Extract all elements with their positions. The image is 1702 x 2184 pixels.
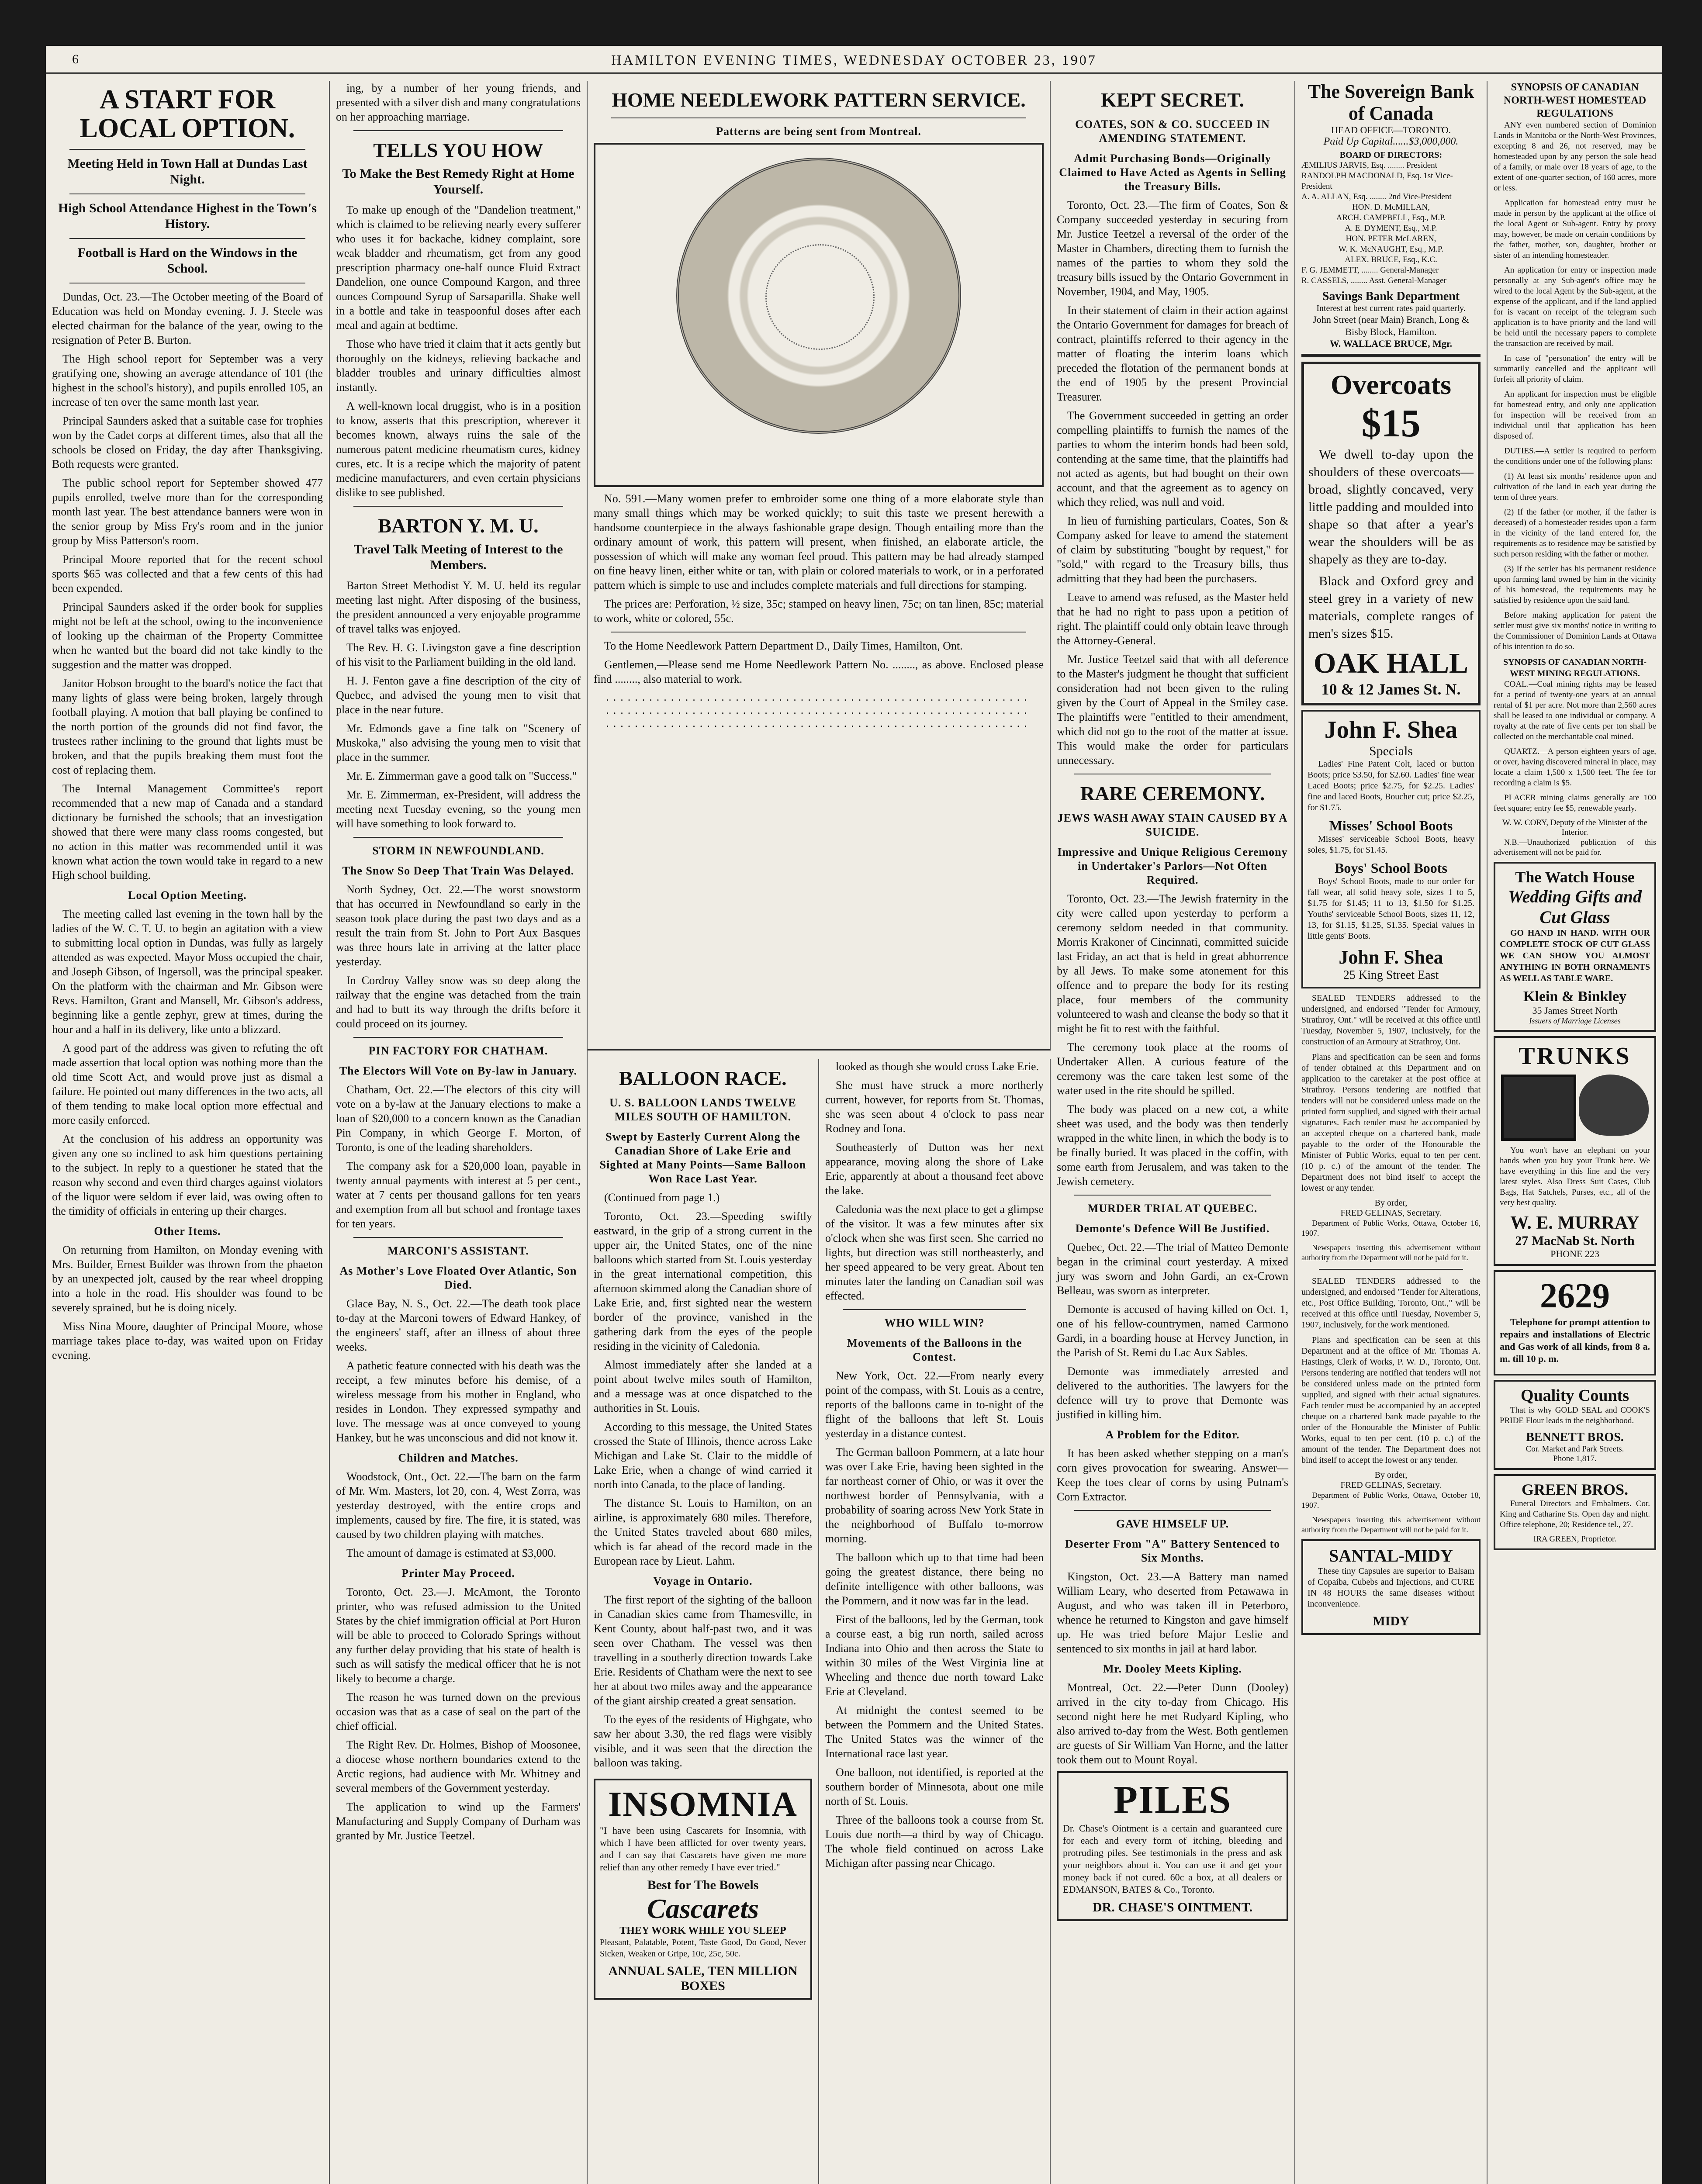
elephant-icon bbox=[1579, 1075, 1649, 1136]
paragraph: Principal Saunders asked that a suitable case for trophies won by the Cadet corps at different times, also that all the schools be closed on Friday, the day after Thanksgiving. Both requests were granted. bbox=[52, 415, 323, 470]
trunks-headline: TRUNKS bbox=[1519, 1043, 1631, 1070]
grape-counterpiece-illustration bbox=[676, 158, 961, 434]
paragraph: ANY even numbered section of Dominion Lands in Manitoba or the North-West Provinces, excepting 8 and 26, not reserved, may be homesteaded upon by any person the sole head of a family, or male over 18 years of age, to the extent of one-quarter section, of 160 acres, more or less. bbox=[1494, 121, 1656, 193]
tender-note: Newspapers inserting this advertisement without authority from the Department will not be paid for it. bbox=[1301, 1515, 1481, 1534]
tender-note: Newspapers inserting this advertisement without authority from the Department will not be paid for it. bbox=[1301, 1243, 1481, 1262]
ad-text: Telephone for prompt attention to repairs and installations of Electric and Gas work of all kinds, from 8 a. m. till 10 p. m. bbox=[1500, 1317, 1650, 1364]
paragraph: In case of "personation" the entry will be summarily cancelled and the applicant will forfeit all priority of claim. bbox=[1494, 354, 1656, 384]
fine-print: Pleasant, Palatable, Potent, Taste Good, Do Good, Never Sicken, Weaken or Gripe, 10c, 25c, 50c. bbox=[600, 1938, 806, 1959]
paragraph: In their statement of claim in their action against the Ontario Government for damages for breach of contract, plaintiffs referred to their agency in the matter of floating the interim loans which preceded the flotation of the permanent bonds at the end of 1905 by the present Provincial Treasurer. bbox=[1057, 304, 1288, 403]
paragraph: Demonte is accused of having killed on Oct. 1, one of his fellow-countrymen, named Carmono Gardi, in a boarding house at Hervey Junction, in the Parish of St. Remi du Lac Aux Sables. bbox=[1057, 1303, 1288, 1359]
paragraph: Three of the balloons took a course from St. Louis due north—a third by way of Chicago. The whole field continued on across Lake Michigan after passing near Chicago. bbox=[825, 1814, 1044, 1870]
tender-post-office bbox=[1301, 1276, 1481, 1535]
column-kept-secret bbox=[1051, 81, 1295, 2184]
ad-text: Misses' serviceable School Boots, heavy soles, $1.75, for $1.45. bbox=[1308, 834, 1474, 855]
paragraph: Before making application for patent the settler must give six months' notice in writing to the Commissioner of Dominion Lands at Ottawa of his intention to do so. bbox=[1494, 611, 1656, 651]
piles-headline: PILES bbox=[1113, 1778, 1232, 1821]
paragraph: It has been asked whether stepping on a man's corn gives provocation for swearing. Answer—Keep the toes clear of corns by using Putnam's Corn Extractor. bbox=[1057, 1447, 1288, 1503]
watch-house-note: Issuers of Marriage Licenses bbox=[1529, 1016, 1621, 1025]
director: W. K. McNAUGHT, Esq., M.P. bbox=[1338, 245, 1444, 254]
shea-subhead: Boys' School Boots bbox=[1335, 860, 1447, 876]
bank-head-office: HEAD OFFICE—TORONTO. bbox=[1331, 124, 1451, 135]
masthead-title: HAMILTON EVENING TIMES, WEDNESDAY OCTOBER 23, 1907 bbox=[611, 52, 1097, 68]
coupon-body: Gentlemen,—Please send me Home Needlework Pattern No. ........, as above. Enclosed please find ........, also material to work. bbox=[594, 658, 1044, 685]
masthead bbox=[46, 46, 1662, 74]
paragraph: Toronto, Oct. 23.—The Jewish fraternity in the city were called upon yesterday to perform a ceremony seldom needed in that community. Morris Krakoner of Cincinnati, committed suicide last Friday, an act that is held in great abhorrence by all Jews. To make some atonement for this offence and to prepare the body for its resting place, four members of the community volunteered to wash and cleanse the body so that it might be fit to rest with the faithful. bbox=[1057, 892, 1288, 1035]
bank-branch: John Street (near Main) Branch, Long & Bisby Block, Hamilton. bbox=[1313, 314, 1469, 337]
headline-local-option: A START FOR LOCAL OPTION. bbox=[80, 85, 295, 143]
paragraph: To the eyes of the residents of Highgate, who saw her about 3.30, the red flags were visibly visible, and it was seen that the direction the balloon was taking. bbox=[594, 1713, 812, 1769]
subhead: Printer May Proceed. bbox=[401, 1567, 515, 1579]
paragraph: In lieu of furnishing particulars, Coates, Son & Company asked for leave to amend the statement of claim by substituting "bought by request," for "sold," with regard to the Treasury bills, thus admitting that they had been the purchasers. bbox=[1057, 515, 1288, 585]
coupon-dotted-line: ........................................................... bbox=[606, 704, 1031, 716]
paragraph: The application to wind up the Farmers' Manufacturing and Supply Company of Durham was granted by Mr. Justice Teetzel. bbox=[336, 1800, 581, 1842]
paragraph: At midnight the contest seemed to be between the Pommern and the United States. The United States was the winner of the International race last year. bbox=[825, 1704, 1044, 1760]
trunk-icon bbox=[1501, 1075, 1576, 1141]
paragraph: No. 591.—Many women prefer to embroider some one thing of a more elaborate style than many small things which may be worked quickly; to suit this taste we present herewith a handsome counterpiece in the always fashionable grape design. Though entailing more than the ordinary amount of work, this pattern will present, when finished, an elaborate article, the possession of which will make any woman feel proud. This pattern may be had already stamped on fine heavy linen, either white or tan, with plain or colored materials to work, or in a perforated pattern which is simple to use and includes complete materials and full directions for stamping. bbox=[594, 492, 1044, 591]
paragraph: One balloon, not identified, is reported at the southern border of Minnesota, about one mile north of St. Louis. bbox=[825, 1766, 1044, 1807]
tender-armoury bbox=[1301, 993, 1481, 1263]
paragraph: The Right Rev. Dr. Holmes, Bishop of Moosonee, a diocese whose northern boundaries extend to the Arctic regions, had audience with Mr. Whitney and several members of the Government yesterday. bbox=[336, 1738, 581, 1794]
murray-address: 27 MacNab St. North bbox=[1515, 1234, 1635, 1248]
director: A. A. ALLAN, Esq. ........ 2nd Vice-President bbox=[1301, 192, 1452, 201]
shea-address: 25 King Street East bbox=[1343, 968, 1439, 982]
shea-name: John F. Shea bbox=[1339, 947, 1443, 968]
deck: The Snow So Deep That Train Was Delayed. bbox=[342, 864, 574, 877]
paragraph: (2) If the father (or mother, if the father is deceased) of a homesteader resides upon a farm in the vicinity of the land entered for, the requirements as to residence may be satisfied by such person residing with the father or mother. bbox=[1494, 508, 1656, 559]
coupon-address: To the Home Needlework Pattern Department D., Daily Times, Hamilton, Ont. bbox=[604, 639, 963, 652]
paragraph: In Cordroy Valley snow was so deep along the railway that the engine was detached from the train and had to butt its way through the drifts before it could proceed on its journey. bbox=[336, 974, 581, 1030]
electric-ad bbox=[1494, 1270, 1656, 1375]
paragraph: Almost immediately after she landed at a point about twelve miles south of Hamilton, and a message was at once dispatched to the authorities in St. Louis. bbox=[594, 1358, 812, 1414]
director: ÆMILIUS JARVIS, Esq. ........ President bbox=[1301, 161, 1437, 170]
pattern-illustration-frame bbox=[594, 143, 1044, 487]
paragraph: Woodstock, Ont., Oct. 22.—The barn on the farm of Mr. Wm. Masters, lot 20, con. 4, West Zorra, was yesterday destroyed, with the entire crops and implements, caused by fire. The fire, it is stated, was caused by two children playing with matches. bbox=[336, 1470, 581, 1541]
paragraph: Toronto, Oct. 23.—Speeding swiftly eastward, in the grip of a strong current in the upper air, the United States, one of the nine balloons which started from St. Louis yesterday in the great international competition, this afternoon skimmed along the Canadian shore of Lake Erie, and, first sighted near the western border of the province, vanished in the gathering dark from the eyes of the people residing in the vicinity of Caledonia. bbox=[594, 1210, 812, 1352]
quality-headline: Quality Counts bbox=[1520, 1386, 1629, 1405]
paragraph: QUARTZ.—A person eighteen years of age, or over, having discovered mineral in place, may locate a claim 1,500 x 1,500 feet. The fee for recording a claim is $5. bbox=[1494, 747, 1656, 788]
paragraph: Caledonia was the next place to get a glimpse of the visitor. It was a few minutes after six o'clock when she was first seen. She carried no lights, but direction was still northeasterly, and her speed appeared to be very great. About ten minutes later the landing on Canadian soil was effected. bbox=[825, 1203, 1044, 1302]
coupon-dotted-line: ........................................................... bbox=[606, 691, 1031, 703]
paragraph: The German balloon Pommern, at a late hour was over Lake Erie, having been sighted in the far northeast corner of Ohio, or was it over the northwest border of Pennsylvania, with a probability of soaring across New York State in the neighborhood of Buffalo to-morrow morning. bbox=[825, 1446, 1044, 1545]
piles-ad bbox=[1057, 1771, 1288, 1921]
headline-who-will-win: WHO WILL WIN? bbox=[884, 1317, 985, 1329]
paragraph: ing, by a number of her young friends, and presented with a silver dish and many congratulations on her approaching marriage. bbox=[336, 82, 581, 123]
coupon-dotted-line: ........................................................... bbox=[606, 717, 1031, 729]
paragraph: A pathetic feature connected with his death was the receipt, a few minutes before his demise, of a wireless message from his mother in England, who resides in London. They expressed sympathy and love. The message was at once conveyed to young Hankey, but he was unconscious and did not know it. bbox=[336, 1359, 581, 1444]
bank-savings: Savings Bank Department bbox=[1322, 290, 1460, 303]
mining-headline: SYNOPSIS OF CANADIAN NORTH-WEST MINING REGULATIONS. bbox=[1503, 657, 1647, 678]
headline-kept-secret: KEPT SECRET. bbox=[1100, 89, 1245, 111]
column-tells-you-how bbox=[330, 81, 588, 2184]
cascarets-logo: Cascarets bbox=[647, 1893, 759, 1924]
paragraph: The company ask for a $20,000 loan, payable in twenty annual payments with interest at 5 per cent., water at 7 cents per thousand gallons for ten years and exemption from all but school and frontage taxes for ten years. bbox=[336, 1160, 581, 1230]
ad-text: Ladies' Fine Patent Colt, laced or button Boots; price $3.50, for $2.60. Ladies' fine wear Laced Boots; price $2.75, for $2.25. Ladies' fine and laced Boots, Boucher cut; price $2.25, for $1.75. bbox=[1308, 759, 1474, 812]
deck: High School Attendance Highest in the Town's History. bbox=[58, 201, 317, 231]
tender-body: Plans and specification can be seen at this Department and at the office of Mr. Thomas A. Hastings, Clerk of Works, P. W. D., Toronto, Ont. Persons tendering are notified that tenders will not be considered unless made on the printed form supplied, and signed with their actual signatures. Each tender must be accompanied by an accepted cheque on a chartered bank made payable to the order of the Honourable the Minister of Public Works, equal to ten per cent. (10 p. c.) of the amount of the tender. The Department does not bind itself to accept the lowest or any tender. bbox=[1301, 1335, 1481, 1465]
paragraph: Demonte was immediately arrested and delivered to the authorities. The lawyers for the defence will try to prove that Demonte was justified in killing him. bbox=[1057, 1365, 1288, 1421]
paragraph: (3) If the settler has his permanent residence upon farming land owned by him in the vicinity of his homestead, the requirements may be satisfied by residence upon the said land. bbox=[1494, 564, 1656, 605]
tender-dept: Department of Public Works, Ottawa, October 18, 1907. bbox=[1301, 1491, 1481, 1510]
deck: U. S. BALLOON LANDS TWELVE MILES SOUTH OF HAMILTON. bbox=[609, 1096, 796, 1123]
subhead: Children and Matches. bbox=[398, 1451, 519, 1464]
paragraph: An application for entry or inspection made personally at any Sub-agent's office may be wired to the local Agent by the Sub-agent, at the expense of the applicant, and if the land applied for is vacant on receipt of the telegram such application is to have priority and the land will be held until the necessary papers to complete the transaction are received by mail. bbox=[1494, 266, 1656, 348]
bennett-name: BENNETT BROS. bbox=[1526, 1431, 1624, 1444]
deck: JEWS WASH AWAY STAIN CAUSED BY A SUICIDE. bbox=[1057, 812, 1288, 838]
paragraph: Janitor Hobson brought to the board's notice the fact that many lights of glass were being broken, largely through football playing. A motion that ball playing be confined to the north portion of the grounds did not find favor, the trustees rather inclining to the ground that lights must be broken, and that the pupils breaking them must foot the cost of replacing them. bbox=[52, 677, 323, 776]
ad-text: Black and Oxford grey and steel grey in a variety of new materials, complete ranges of men's sizes $15. bbox=[1308, 574, 1474, 641]
deck: Deserter From "A" Battery Sentenced to Six Months. bbox=[1065, 1538, 1280, 1564]
santal-midy-ad bbox=[1301, 1539, 1481, 1635]
ad-text: Funeral Directors and Embalmers. Cor. King and Catharine Sts. Open day and night. Office telephone, 20; Residence tel., 27. bbox=[1500, 1499, 1650, 1529]
paragraph: looked as though she would cross Lake Erie. bbox=[836, 1060, 1039, 1073]
paragraph: (1) At least six months' residence upon and cultivation of the land in each year during the term of three years. bbox=[1494, 472, 1656, 502]
headline-tells-you-how: TELLS YOU HOW bbox=[373, 139, 543, 161]
paragraph: A well-known local druggist, who is in a position to know, asserts that this prescription, wherever it becomes known, always ruins the sale of the numerous patent medicine rheumatism cures, kidney cures, etc. It is a recipe which the majority of patent medicine manufacturers, and even certain physicians dislike to see published. bbox=[336, 400, 581, 499]
subhead: Mr. Dooley Meets Kipling. bbox=[1103, 1662, 1242, 1675]
ad-tagline: Best for The Bowels bbox=[647, 1878, 759, 1892]
headline-storm: STORM IN NEWFOUNDLAND. bbox=[372, 844, 544, 857]
paragraph: The first report of the sighting of the balloon in Canadian skies came from Thamesville, in Kent County, about half-past two, and it was seen over Chatham. The vessel was then travelling in a southerly direction towards Lake Erie. Residents of Chatham were the next to see her at about two miles away and the appearance of the giant airship created a great sensation. bbox=[594, 1593, 812, 1707]
bank-interest: Interest at best current rates paid quarterly. bbox=[1316, 304, 1466, 313]
paragraph: At the conclusion of his address an opportunity was given any one so inclined to ask him questions pertaining to the subject. In reply to a questioner he stated that the reason why second and even third charges against violators of the liquor were seldom if ever laid, was owing often to the timidity of officials in entering up their charges. bbox=[52, 1133, 323, 1217]
headline-marconi: MARCONI'S ASSISTANT. bbox=[387, 1244, 529, 1257]
watch-house-ad bbox=[1494, 862, 1656, 1032]
watch-house-sub: Wedding Gifts and Cut Glass bbox=[1508, 887, 1642, 927]
tender-head: SEALED TENDERS addressed to the undersigned, and endorsed "Tender for Armoury, Strathroy, Ont." will be received at this office until Tuesday, November 5, 1907, inclusively, for the construction of an Armoury at Strathroy, Ont. bbox=[1301, 993, 1481, 1047]
green-bros-ad bbox=[1494, 1474, 1656, 1550]
paragraph: Montreal, Oct. 22.—Peter Dunn (Dooley) arrived in the city to-day from Chicago. His second night here he met Rudyard Kipling, who also arrived to-day from the West. Both gentlemen are guests of Sir William Van Horne, and the latter took them out to Mount Royal. bbox=[1057, 1681, 1288, 1766]
paragraph: The public school report for September showed 477 pupils enrolled, twelve more than for the corresponding month last year. The best attendance banners were won in the senior group by Miss Fry's room and in the junior group by Miss Patterson's room. bbox=[52, 477, 323, 547]
overcoats-price: $15 bbox=[1361, 402, 1421, 445]
deck: Demonte's Defence Will Be Justified. bbox=[1075, 1222, 1270, 1235]
phone-number: 2629 bbox=[1540, 1277, 1610, 1315]
paragraph: Southeasterly of Dutton was her next appearance, moving along the shore of Lake Erie, apparently at about a thousand feet above the lake. bbox=[825, 1141, 1044, 1197]
bank-name: The Sovereign Bank of Canada bbox=[1308, 81, 1474, 124]
ad-text: We dwell to-day upon the shoulders of these overcoats—broad, slightly concaved, very little padding and moulded into shape so that after a year's wear the shoulders will be as shapely as they are to-day. bbox=[1308, 447, 1474, 567]
paragraph: The prices are: Perforation, ½ size, 35c; stamped on heavy linen, 75c; on tan linen, 85c; material to work, white or colored, 55c. bbox=[594, 598, 1044, 625]
paragraph: The Rev. H. G. Livingston gave a fine description of his visit to the Parliament building in the old land. bbox=[336, 641, 581, 668]
paragraph: According to this message, the United States crossed the State of Illinois, thence across Lake Michigan and Lake St. Clair to the middle of Lake Erie, when a change of wind carried it north into Canada, to the place of landing. bbox=[594, 1420, 812, 1491]
paragraph: New York, Oct. 22.—From nearly every point of the compass, with St. Louis as a centre, reports of the balloons came in to-night of the flight of the balloons that left St. Louis yesterday in a distance contest. bbox=[825, 1369, 1044, 1440]
shea-ad bbox=[1301, 710, 1481, 988]
shea-specials: Specials bbox=[1369, 744, 1413, 758]
paragraph: The balloon which up to that time had been going the greatest distance, there being no definite intelligence with other balloons, was the Pommern, and it now was far in the lead. bbox=[825, 1551, 1044, 1607]
paragraph: The ceremony took place at the rooms of Undertaker Allen. A curious feature of the ceremony was the care taken lest some of the water used in the rite should be spilled. bbox=[1057, 1041, 1288, 1097]
director: A. E. DYMENT, Esq., M.P. bbox=[1345, 224, 1437, 233]
tender-head: SEALED TENDERS addressed to the undersigned, and endorsed "Tender for Alterations, etc., Post Office Building, Toronto, Ont.," will be received at this office until Tuesday, November 5, 1907, inclusively, for the work mentioned. bbox=[1301, 1276, 1481, 1330]
headline-barton: BARTON Y. M. U. bbox=[378, 515, 539, 537]
paragraph: The High school report for September was a very gratifying one, showing an average attendance of 101 (the highest in the school's history), and pupils enrolled 105, an increase of ten over the same month last year. bbox=[52, 352, 323, 408]
paragraph: PLACER mining claims generally are 100 feet square; entry fee $5, renewable yearly. bbox=[1494, 793, 1656, 813]
paragraph: Application for homestead entry must be made in person by the applicant at the office of the local Agent or Sub-agent. Entry by proxy may, however, be made on certain conditions by the father, mother, son, daughter, brother or sister of an intending homesteader. bbox=[1494, 198, 1656, 260]
deck: As Mother's Love Floated Over Atlantic, Son Died. bbox=[339, 1265, 577, 1291]
column-regulations bbox=[1488, 81, 1662, 2184]
page-number: 6 bbox=[72, 52, 79, 66]
paragraph: COAL.—Coal mining rights may be leased for a period of twenty-one years at an annual rental of $1 per acre. Not more than 2,560 acres shall be leased to one individual or company. A royalty at the rate of five cents per ton shall be collected on the merchantable coal mined. bbox=[1494, 680, 1656, 741]
paragraph: Principal Moore reported that for the recent school sports $65 was collected and that a few cents of this had been expended. bbox=[52, 553, 323, 594]
paragraph: Miss Nina Moore, daughter of Principal Moore, whose marriage takes place to-day, was waited upon on Friday evening. bbox=[52, 1320, 323, 1362]
paragraph: Those who have tried it claim that it acts gently but thoroughly on the kidneys, relieving backache and bladder troubles and urinary difficulties almost instantly. bbox=[336, 338, 581, 394]
tender-signature: FRED GELINAS, Secretary. bbox=[1340, 1208, 1442, 1218]
regulations-headline: SYNOPSIS OF CANADIAN NORTH-WEST HOMESTEAD REGULATIONS bbox=[1503, 82, 1647, 119]
bennett-phone: Phone 1,817. bbox=[1553, 1454, 1597, 1463]
paragraph: A good part of the address was given to refuting the oft made assertion that local option was nothing more than the old time Scott Act, and would prove just as dismal a failure. He pointed out many differences in the two acts, all of them tending to make local option more effectual and more easily enforced. bbox=[52, 1042, 323, 1127]
insomnia-headline: INSOMNIA bbox=[608, 1785, 798, 1824]
column-local-option bbox=[46, 81, 330, 2184]
director: ARCH. CAMPBELL, Esq., M.P. bbox=[1336, 213, 1446, 222]
deck: Impressive and Unique Religious Ceremony in Undertaker's Parlors—Not Often Required. bbox=[1057, 846, 1288, 886]
sovereign-bank-ad bbox=[1301, 81, 1481, 349]
headline-needlework: HOME NEEDLEWORK PATTERN SERVICE. bbox=[612, 89, 1026, 111]
deck: Travel Talk Meeting of Interest to the Members. bbox=[353, 542, 563, 572]
paragraph: DUTIES.—A settler is required to perform the conditions under one of the following plans: bbox=[1494, 446, 1656, 466]
subhead: Local Option Meeting. bbox=[128, 889, 247, 902]
needlework-feature bbox=[588, 81, 1051, 1051]
watch-house-firm: Klein & Binkley bbox=[1523, 988, 1627, 1005]
ad-text: That is why GOLD SEAL and COOK'S PRIDE Flour leads in the neighborhood. bbox=[1500, 1406, 1650, 1425]
watch-house-address: 35 James Street North bbox=[1532, 1005, 1618, 1016]
paragraph: The meeting called last evening in the town hall by the ladies of the W. C. T. U. to begin an agitation with a view to submitting local option in Dundas, was fully as largely attended as was expected. Mayor Moss occupied the chair, and Joseph Gibson, of Ingersoll, was the principal speaker. On the platform with the chairman and Mr. Gibson were Revs. Hamilton, Grant and Mansell, Mr. Gibson's address, beginning like a gentle zephyr, grew at times, during the hour and a half in its delivery, like unto a blizzard. bbox=[52, 908, 323, 1036]
deck: Patterns are being sent from Montreal. bbox=[716, 125, 921, 138]
paragraph: First of the balloons, led by the German, took a course east, a big run north, sailed across Indiana into Ohio and then across the State to within 30 miles of the West Virginia line at Wheeling and thence due north toward Lake Erie at Cleveland. bbox=[825, 1613, 1044, 1698]
ad-text: Boys' School Boots, made to our order for fall wear, all solid heavy sole, sizes 1 to 5, $1.75 for $1.45; 11 to 13, $1.50 for $1.25. Youths' serviceable School Boots, sizes 11, 12, 13, for $1.15, $1.25, $1.35. Special values in little gents' Boots. bbox=[1308, 877, 1474, 941]
subhead: Voyage in Ontario. bbox=[653, 1575, 753, 1587]
director: ALEX. BRUCE, Esq., K.C. bbox=[1345, 255, 1437, 264]
paragraph: The reason he was turned down on the previous occasion was that as a case of seal on the part of the chief official. bbox=[336, 1691, 581, 1732]
paragraph: Kingston, Oct. 23.—A Battery man named William Leary, who deserted from Petawawa in August, and who was taken ill in Peterboro, whence he returned to Kingston and gave himself up. He was tried before Major Leslie and sentenced to six months in jail at hard labor. bbox=[1057, 1570, 1288, 1655]
bank-board-title: BOARD OF DIRECTORS: bbox=[1339, 150, 1443, 160]
ad-text: GO HAND IN HAND. WITH OUR COMPLETE STOCK OF CUT GLASS WE CAN SHOW YOU ALMOST ANYTHING IN BOTH ORNAMENTS AS WELL AS TABLE WARE. bbox=[1500, 928, 1650, 983]
director: HON. PETER McLAREN, bbox=[1346, 234, 1436, 243]
paragraph: North Sydney, Oct. 22.—The worst snowstorm that has occurred in Newfoundland so early in the season took place during the past two days and as a result the train from St. John to Port Aux Basques was three hours late in arriving at the latter place yesterday. bbox=[336, 883, 581, 968]
paragraph: Toronto, Oct. 23.—J. McAmont, the Toronto printer, who was refused admission to the United States by the chief immigration official at Port Huron will be able to proceed to Colorado Springs without any further delay providing that his state of health is such as will satisfy the medical officer that he is not likely to become a charge. bbox=[336, 1586, 581, 1685]
tender-signature: FRED GELINAS, Secretary. bbox=[1340, 1480, 1442, 1490]
paragraph: Dundas, Oct. 23.—The October meeting of the Board of Education was held on Monday evening. J. J. Steele was elected chairman for the balance of the year, owing to the resignation of Peter B. Burton. bbox=[52, 290, 323, 346]
paragraph: Barton Street Methodist Y. M. U. held its regular meeting last night. After disposing of the business, the president announced a very enjoyable programme of travel talks was enjoyed. bbox=[336, 579, 581, 635]
ad-text: You won't have an elephant on your hands when you buy your Trunk here. We have everything in this line and the very latest styles. Also Dress Suit Cases, Club Bags, Hat Satchels, Purses, etc., all of the very best quality. bbox=[1500, 1146, 1650, 1207]
regulations-signature: W. W. CORY, Deputy of the Minister of the Interior. bbox=[1502, 818, 1647, 837]
paragraph: Principal Saunders asked if the order book for supplies might not be left at the school, owing to the inconvenience of looking up the chairman of the Property Committee when he wanted but the board did not take kindly to the suggestion and the matter was dropped. bbox=[52, 601, 323, 671]
column-balloon-b bbox=[819, 1059, 1051, 2184]
green-bros-name: GREEN BROS. bbox=[1521, 1481, 1629, 1498]
ad-text: Dr. Chase's Ointment is a certain and guaranteed cure for each and every form of itching, bleeding and protruding piles. See testimonials in the press and ask your neighbors about it. You can use it and get your money back if not cured. 60c a box, at all dealers or EDMANSON, BATES & Co., Toronto. bbox=[1063, 1823, 1282, 1895]
manager: F. G. JEMMETT, ........ General-Manager bbox=[1301, 266, 1439, 275]
newspaper-page bbox=[46, 46, 1662, 2184]
director: HON. D. McMILLAN, bbox=[1352, 203, 1430, 212]
watch-house-name: The Watch House bbox=[1515, 868, 1635, 886]
tender-order: By order, bbox=[1374, 1470, 1408, 1480]
ad-sale-line: ANNUAL SALE, TEN MILLION BOXES bbox=[608, 1964, 798, 1993]
paragraph: Chatham, Oct. 22.—The electors of this city will vote on a by-law at the January elections to make a loan of $20,000 to a concern known as the Canadian Pin Company, in which George F. Morton, of Toronto, is one of the leading shareholders. bbox=[336, 1083, 581, 1154]
headline-murder-trial: MURDER TRIAL AT QUEBEC. bbox=[1087, 1202, 1258, 1215]
deck: Swept by Easterly Current Along the Canadian Shore of Lake Erie and Sighted at Many Points—Same Balloon Won Race Last Year. bbox=[599, 1130, 806, 1185]
bennett-ad bbox=[1494, 1380, 1656, 1470]
paragraph: Mr. Justice Teetzel said that with all deference to the Master's judgment he thought that sufficient consideration had not been given to the ruling given by the Court of Appeal in the Smiley case. The plaintiffs were "entitled to their amendment, which did not go to the root of the matter at issue. This would make the order for particulars unnecessary. bbox=[1057, 653, 1288, 767]
deck: Admit Purchasing Bonds—Originally Claimed to Have Acted as Agents in Selling the Treasury Bills. bbox=[1059, 152, 1286, 193]
ad-brand: DR. CHASE'S OINTMENT. bbox=[1092, 1900, 1253, 1914]
oak-hall-name: OAK HALL bbox=[1314, 647, 1468, 679]
paragraph: Toronto, Oct. 23.—The firm of Coates, Son & Company succeeded yesterday in securing from Mr. Justice Teetzel a reversal of the order of the Master in Chambers, directing them to furnish the names of the parties to whom they sold the treasury bills issued by the Ontario Government in November, 1904, and May, 1905. bbox=[1057, 199, 1288, 298]
testimonial: "I have been using Cascarets for Insomnia, with which I have been afflicted for over twenty years, and I can say that Cascarets have given me more relief than any other remedy I have ever tried." bbox=[600, 1825, 806, 1873]
murray-phone: PHONE 223 bbox=[1550, 1248, 1599, 1259]
green-bros-signature: IRA GREEN, Proprietor. bbox=[1533, 1534, 1616, 1544]
deck: To Make the Best Remedy Right at Home Yourself. bbox=[342, 166, 574, 197]
bennett-address: Cor. Market and Park Streets. bbox=[1526, 1444, 1624, 1454]
oak-hall-address: 10 & 12 James St. N. bbox=[1321, 681, 1461, 698]
manager: R. CASSELS, ........ Asst. General-Manager bbox=[1301, 276, 1446, 285]
paragraph: An applicant for inspection must be eligible for homestead entry, and only one application for inspection will be received from an individual until that application has been disposed of. bbox=[1494, 390, 1656, 441]
director: RANDOLPH MACDONALD, Esq. 1st Vice-President bbox=[1301, 171, 1453, 191]
paragraph: Leave to amend was refused, as the Master held that he had no right to pass upon a petition of right. The plaintiff could only obtain leave through the Attorney-General. bbox=[1057, 591, 1288, 647]
deck: Meeting Held in Town Hall at Dundas Last Night. bbox=[67, 156, 308, 187]
paragraph: On returning from Hamilton, on Monday evening with Mrs. Builder, Ernest Builder was thrown from the phaeton by an unexpected jolt, caused by the rear wheel dropping into a hole in the road. His shoulder was found to be severely sprained, but he is doing nicely. bbox=[52, 1244, 323, 1314]
overcoats-headline: Overcoats bbox=[1330, 369, 1452, 400]
paragraph: To make up enough of the "Dandelion treatment," which is claimed to be relieving nearly every sufferer who uses it for backache, kidney complaint, sore weak bladder and rheumatism, get from any good prescription pharmacy one-half ounce Fluid Extract Dandelion, one ounce Compound Kargon, and three ounces Compound Syrup of Sarsaparilla. Shake well in a bottle and take in teaspoonful doses after each meal and again at bedtime. bbox=[336, 204, 581, 332]
paragraph: H. J. Fenton gave a fine description of the city of Quebec, and advised the young men to visit that place in the near future. bbox=[336, 674, 581, 716]
paragraph: The distance St. Louis to Hamilton, on an airline, is approximately 680 miles. Therefore, the United States traveled about 680 miles, which is far ahead of the record made in the European race by Lieut. Lahm. bbox=[594, 1497, 812, 1567]
paragraph: Mr. E. Zimmerman gave a good talk on "Success." bbox=[346, 770, 577, 782]
oak-hall-ad bbox=[1301, 362, 1481, 705]
paragraph: The amount of damage is estimated at $3,000. bbox=[346, 1547, 557, 1559]
paragraph: Quebec, Oct. 22.—The trial of Matteo Demonte began in the criminal court yesterday. A mixed jury was sworn and John Gardi, an ex-Crown Belleau, was sworn as interpreter. bbox=[1057, 1241, 1288, 1297]
deck: Football is Hard on the Windows in the School. bbox=[77, 245, 298, 276]
subhead: A Problem for the Editor. bbox=[1105, 1428, 1240, 1441]
headline-balloon: BALLOON RACE. bbox=[619, 1067, 787, 1089]
paragraph: Glace Bay, N. S., Oct. 22.—The death took place to-day at the Marconi towers of Edward Hankey, of the engineers' staff, after an illness of about three weeks. bbox=[336, 1297, 581, 1353]
bank-capital: Paid Up Capital......$3,000,000. bbox=[1323, 136, 1459, 147]
murray-name: W. E. MURRAY bbox=[1510, 1213, 1640, 1233]
paragraph: The Internal Management Committee's report recommended that a new map of Canada and a standard dictionary be furnished the schools; that an investigation showed that there were many class rooms congested, but no action in this matter was recommended until it was known what action the town would take in regard to a new High school building. bbox=[52, 782, 323, 881]
column-balloon-a bbox=[588, 1059, 819, 2184]
ad-text: These tiny Capsules are superior to Balsam of Copaiba, Cubebs and Injections, and CURE IN 48 HOURS the same diseases without inconvenience. bbox=[1308, 1566, 1474, 1609]
column-ads bbox=[1295, 81, 1488, 2184]
ad-tagline: THEY WORK WHILE YOU SLEEP bbox=[619, 1925, 786, 1936]
deck: COATES, SON & CO. SUCCEED IN AMENDING STATEMENT. bbox=[1075, 118, 1270, 145]
continued-note: (Continued from page 1.) bbox=[604, 1191, 720, 1204]
paragraph: She must have struck a more northerly current, however, for reports from St. Thomas, she was seen about 4 o'clock to pass near Rodney and Iona. bbox=[825, 1079, 1044, 1135]
shea-headline: John F. Shea bbox=[1324, 716, 1458, 743]
paragraph: Mr. Edmonds gave a fine talk on "Scenery of Muskoka," also advising the young men to visit that place in the summer. bbox=[336, 722, 581, 764]
deck: The Electors Will Vote on By-law in January. bbox=[339, 1064, 578, 1077]
tender-order: By order, bbox=[1374, 1198, 1408, 1208]
headline-gave-himself-up: GAVE HIMSELF UP. bbox=[1116, 1517, 1229, 1530]
shea-subhead: Misses' School Boots bbox=[1329, 818, 1453, 833]
paragraph: The Government succeeded in getting an order compelling plaintiffs to furnish the names of the parties to whom the interim bonds had been sold, contending at the same time, that the plaintiffs had not acted as agents, but had bought on their own account, and that the agreement as to agency on which they relied, was null and void. bbox=[1057, 409, 1288, 508]
santal-brand: MIDY bbox=[1373, 1614, 1409, 1628]
tender-dept: Department of Public Works, Ottawa, October 16, 1907. bbox=[1301, 1219, 1481, 1237]
tender-body: Plans and specification can be seen and forms of tender obtained at this Department and on application to the caretaker at the post office at Strathroy. Persons tendering are notified that tenders will not be considered unless made on the printed form supplied, and signed with their actual signatures. Each tender must be accompanied by an accepted cheque on a chartered bank, made payable to the order of the Honourable the Minister of Public Works, equal to ten per cent. (10 p. c.) of the amount of the tender. The Department does not bind itself to accept the lowest or any tender. bbox=[1301, 1052, 1481, 1193]
headline-rare-ceremony: RARE CEREMONY. bbox=[1080, 782, 1265, 805]
regulations-note: N.B.—Unauthorized publication of this advertisement will not be paid for. bbox=[1494, 838, 1656, 857]
santal-headline: SANTAL-MIDY bbox=[1329, 1546, 1453, 1565]
subhead: Other Items. bbox=[154, 1225, 221, 1237]
trunks-ad bbox=[1494, 1036, 1656, 1266]
headline-pin-factory: PIN FACTORY FOR CHATHAM. bbox=[368, 1044, 548, 1057]
paragraph: Mr. E. Zimmerman, ex-President, will address the meeting next Tuesday evening, so the young men will have something to look forward to. bbox=[336, 788, 581, 830]
bank-manager: W. WALLACE BRUCE, Mgr. bbox=[1329, 338, 1453, 349]
paragraph: The body was placed on a new cot, a white sheet was used, and the body was then tenderly wrapped in the white linen, in which the body is to be finally buried. It was placed in the coffin, with some earth from Jerusalem, and was taken to the Jewish cemetery. bbox=[1057, 1103, 1288, 1188]
deck: Movements of the Balloons in the Contest. bbox=[847, 1337, 1022, 1363]
insomnia-ad bbox=[594, 1779, 812, 2000]
